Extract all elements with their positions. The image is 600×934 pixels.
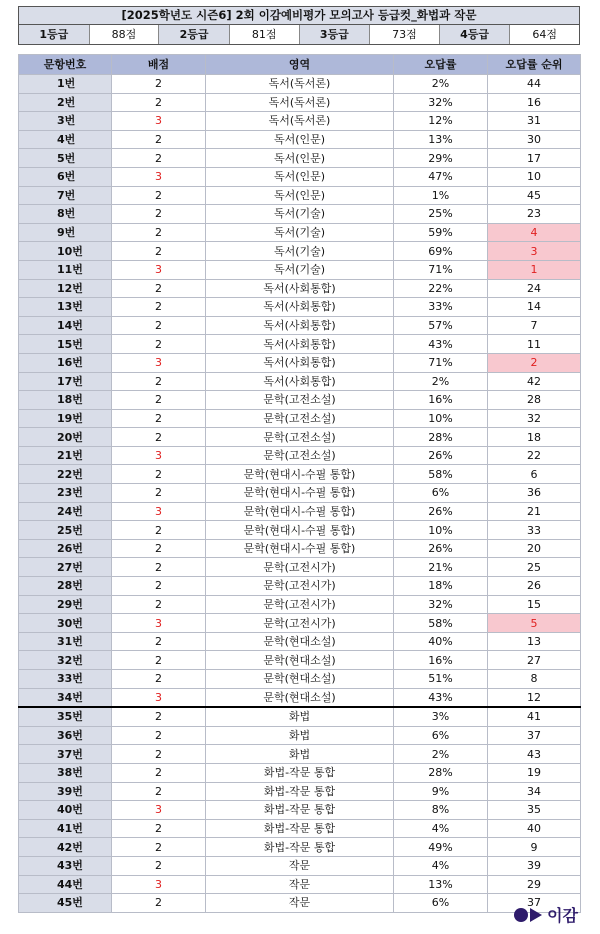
wrong-rate-cell: 6%	[394, 726, 488, 745]
wrong-rank-cell: 19	[488, 763, 581, 782]
table-row	[19, 484, 581, 503]
item-number-cell: 14번	[19, 316, 112, 335]
table-row	[19, 688, 581, 707]
score-cell: 3	[112, 688, 206, 707]
wrong-rate-cell: 16%	[394, 651, 488, 670]
score-cell: 3	[112, 446, 206, 465]
score-cell: 2	[112, 279, 206, 298]
wrong-rank-cell: 42	[488, 372, 581, 391]
item-number-cell: 24번	[19, 502, 112, 521]
wrong-rank-cell: 13	[488, 632, 581, 651]
area-cell: 문학(고전소설)	[206, 446, 394, 465]
table-row	[19, 223, 581, 242]
table-row	[19, 335, 581, 354]
table-row	[19, 372, 581, 391]
grade-value: 88점	[90, 25, 160, 44]
logo-circle-icon	[514, 908, 528, 922]
header-wrong-rank: 오답률 순위	[488, 55, 581, 75]
item-number-cell: 19번	[19, 409, 112, 428]
header-wrong-rate: 오답률	[394, 55, 488, 75]
table-row	[19, 801, 581, 820]
wrong-rate-cell: 43%	[394, 688, 488, 707]
wrong-rate-cell: 32%	[394, 595, 488, 614]
wrong-rate-cell: 49%	[394, 838, 488, 857]
score-cell: 2	[112, 372, 206, 391]
score-cell: 3	[112, 801, 206, 820]
score-cell: 2	[112, 391, 206, 410]
table-row	[19, 726, 581, 745]
table-row	[19, 446, 581, 465]
wrong-rate-cell: 22%	[394, 279, 488, 298]
wrong-rank-cell: 45	[488, 186, 581, 205]
score-cell: 2	[112, 316, 206, 335]
wrong-rank-cell: 31	[488, 112, 581, 131]
item-number-cell: 16번	[19, 353, 112, 372]
table-row	[19, 316, 581, 335]
area-cell: 화법-작문 통합	[206, 838, 394, 857]
wrong-rank-cell: 41	[488, 707, 581, 726]
wrong-rate-cell: 58%	[394, 614, 488, 633]
area-cell: 독서(기술)	[206, 223, 394, 242]
score-cell: 2	[112, 428, 206, 447]
wrong-rank-cell: 34	[488, 782, 581, 801]
area-cell: 독서(기술)	[206, 260, 394, 279]
table-row	[19, 186, 581, 205]
wrong-rank-cell: 22	[488, 446, 581, 465]
grade-label: 3등급	[300, 25, 371, 44]
area-cell: 독서(독서론)	[206, 93, 394, 112]
item-number-cell: 11번	[19, 260, 112, 279]
area-cell: 독서(사회통합)	[206, 316, 394, 335]
score-cell: 2	[112, 782, 206, 801]
score-cell: 3	[112, 260, 206, 279]
wrong-rank-cell: 44	[488, 75, 581, 94]
wrong-rank-cell: 7	[488, 316, 581, 335]
table-row	[19, 130, 581, 149]
table-row	[19, 614, 581, 633]
wrong-rate-cell: 16%	[394, 391, 488, 410]
item-number-cell: 37번	[19, 745, 112, 764]
item-table	[18, 54, 581, 913]
item-number-cell: 27번	[19, 558, 112, 577]
grade-label: 4등급	[440, 25, 511, 44]
score-cell: 3	[112, 353, 206, 372]
wrong-rate-cell: 47%	[394, 167, 488, 186]
score-cell: 2	[112, 521, 206, 540]
wrong-rank-cell: 18	[488, 428, 581, 447]
wrong-rate-cell: 2%	[394, 372, 488, 391]
wrong-rate-cell: 28%	[394, 428, 488, 447]
table-row	[19, 651, 581, 670]
wrong-rate-cell: 26%	[394, 502, 488, 521]
wrong-rate-cell: 57%	[394, 316, 488, 335]
table-row	[19, 428, 581, 447]
area-cell: 문학(현대시-수필 통합)	[206, 484, 394, 503]
area-cell: 문학(현대시-수필 통합)	[206, 465, 394, 484]
item-number-cell: 13번	[19, 298, 112, 317]
header-item-number: 문항번호	[19, 55, 112, 75]
area-cell: 화법	[206, 707, 394, 726]
score-cell: 2	[112, 93, 206, 112]
area-cell: 작문	[206, 875, 394, 894]
item-number-cell: 38번	[19, 763, 112, 782]
wrong-rank-cell: 4	[488, 223, 581, 242]
area-cell: 문학(고전소설)	[206, 428, 394, 447]
table-row	[19, 539, 581, 558]
wrong-rank-cell: 12	[488, 688, 581, 707]
wrong-rank-cell: 39	[488, 856, 581, 875]
item-number-cell: 22번	[19, 465, 112, 484]
area-cell: 독서(독서론)	[206, 75, 394, 94]
wrong-rank-cell: 28	[488, 391, 581, 410]
table-row	[19, 875, 581, 894]
area-cell: 작문	[206, 894, 394, 913]
score-cell: 2	[112, 819, 206, 838]
item-number-cell: 4번	[19, 130, 112, 149]
area-cell: 독서(인문)	[206, 130, 394, 149]
table-row	[19, 838, 581, 857]
item-number-cell: 3번	[19, 112, 112, 131]
item-number-cell: 44번	[19, 875, 112, 894]
score-cell: 3	[112, 502, 206, 521]
table-row	[19, 502, 581, 521]
item-number-cell: 28번	[19, 577, 112, 596]
wrong-rate-cell: 13%	[394, 875, 488, 894]
score-cell: 2	[112, 223, 206, 242]
table-row	[19, 632, 581, 651]
score-cell: 2	[112, 894, 206, 913]
table-row	[19, 558, 581, 577]
area-cell: 독서(사회통합)	[206, 353, 394, 372]
score-cell: 3	[112, 875, 206, 894]
wrong-rate-cell: 59%	[394, 223, 488, 242]
wrong-rank-cell: 27	[488, 651, 581, 670]
table-row	[19, 279, 581, 298]
area-cell: 작문	[206, 856, 394, 875]
score-cell: 3	[112, 614, 206, 633]
wrong-rank-cell: 11	[488, 335, 581, 354]
score-cell: 2	[112, 670, 206, 689]
wrong-rate-cell: 12%	[394, 112, 488, 131]
wrong-rank-cell: 8	[488, 670, 581, 689]
score-cell: 2	[112, 149, 206, 168]
wrong-rank-cell: 43	[488, 745, 581, 764]
wrong-rate-cell: 29%	[394, 149, 488, 168]
sheet-title: [2025학년도 시즌6] 2회 이감예비평가 모의고사 등급컷_화법과 작문	[18, 6, 580, 25]
item-number-cell: 29번	[19, 595, 112, 614]
wrong-rank-cell: 6	[488, 465, 581, 484]
wrong-rank-cell: 20	[488, 539, 581, 558]
item-number-cell: 17번	[19, 372, 112, 391]
wrong-rate-cell: 8%	[394, 801, 488, 820]
area-cell: 문학(현대소설)	[206, 688, 394, 707]
score-cell: 2	[112, 130, 206, 149]
wrong-rank-cell: 2	[488, 353, 581, 372]
area-cell: 문학(현대소설)	[206, 632, 394, 651]
area-cell: 화법-작문 통합	[206, 763, 394, 782]
table-row	[19, 205, 581, 224]
item-number-cell: 2번	[19, 93, 112, 112]
item-number-cell: 10번	[19, 242, 112, 261]
item-number-cell: 12번	[19, 279, 112, 298]
grade-label: 2등급	[159, 25, 230, 44]
area-cell: 화법-작문 통합	[206, 782, 394, 801]
score-cell: 2	[112, 539, 206, 558]
item-number-cell: 32번	[19, 651, 112, 670]
table-row	[19, 465, 581, 484]
score-cell: 2	[112, 484, 206, 503]
item-number-cell: 42번	[19, 838, 112, 857]
table-row	[19, 819, 581, 838]
score-cell: 2	[112, 651, 206, 670]
wrong-rank-cell: 17	[488, 149, 581, 168]
grade-value: 73점	[370, 25, 440, 44]
wrong-rate-cell: 2%	[394, 745, 488, 764]
item-number-cell: 34번	[19, 688, 112, 707]
score-cell: 2	[112, 595, 206, 614]
score-cell: 3	[112, 167, 206, 186]
score-cell: 2	[112, 577, 206, 596]
wrong-rank-cell: 3	[488, 242, 581, 261]
item-number-cell: 31번	[19, 632, 112, 651]
score-cell: 3	[112, 112, 206, 131]
table-row	[19, 353, 581, 372]
wrong-rate-cell: 9%	[394, 782, 488, 801]
score-cell: 2	[112, 409, 206, 428]
wrong-rank-cell: 25	[488, 558, 581, 577]
table-row	[19, 409, 581, 428]
table-row	[19, 894, 581, 913]
brand-logo	[514, 903, 578, 926]
table-row	[19, 93, 581, 112]
table-row	[19, 763, 581, 782]
item-number-cell: 6번	[19, 167, 112, 186]
score-cell: 2	[112, 856, 206, 875]
wrong-rate-cell: 10%	[394, 409, 488, 428]
area-cell: 문학(고전시가)	[206, 614, 394, 633]
area-cell: 독서(사회통합)	[206, 372, 394, 391]
area-cell: 문학(고전시가)	[206, 558, 394, 577]
wrong-rank-cell: 33	[488, 521, 581, 540]
area-cell: 독서(사회통합)	[206, 279, 394, 298]
wrong-rate-cell: 21%	[394, 558, 488, 577]
wrong-rate-cell: 71%	[394, 353, 488, 372]
grade-value: 81점	[230, 25, 300, 44]
wrong-rate-cell: 10%	[394, 521, 488, 540]
logo-triangle-icon	[530, 908, 542, 922]
header-score: 배점	[112, 55, 206, 75]
item-number-cell: 25번	[19, 521, 112, 540]
wrong-rank-cell: 29	[488, 875, 581, 894]
item-number-cell: 23번	[19, 484, 112, 503]
wrong-rate-cell: 13%	[394, 130, 488, 149]
table-header-row	[19, 55, 581, 75]
wrong-rank-cell: 1	[488, 260, 581, 279]
area-cell: 문학(현대시-수필 통합)	[206, 521, 394, 540]
score-cell: 2	[112, 707, 206, 726]
grade-label: 1등급	[19, 25, 90, 44]
item-number-cell: 15번	[19, 335, 112, 354]
wrong-rank-cell: 37	[488, 894, 581, 913]
area-cell: 화법-작문 통합	[206, 819, 394, 838]
wrong-rank-cell: 9	[488, 838, 581, 857]
wrong-rank-cell: 15	[488, 595, 581, 614]
area-cell: 독서(독서론)	[206, 112, 394, 131]
item-number-cell: 39번	[19, 782, 112, 801]
wrong-rate-cell: 40%	[394, 632, 488, 651]
item-number-cell: 40번	[19, 801, 112, 820]
wrong-rate-cell: 2%	[394, 75, 488, 94]
score-cell: 2	[112, 298, 206, 317]
wrong-rate-cell: 43%	[394, 335, 488, 354]
wrong-rank-cell: 5	[488, 614, 581, 633]
item-number-cell: 43번	[19, 856, 112, 875]
wrong-rate-cell: 33%	[394, 298, 488, 317]
score-cell: 2	[112, 465, 206, 484]
item-number-cell: 1번	[19, 75, 112, 94]
table-row	[19, 782, 581, 801]
area-cell: 독서(인문)	[206, 186, 394, 205]
score-cell: 2	[112, 242, 206, 261]
wrong-rate-cell: 26%	[394, 539, 488, 558]
table-row	[19, 260, 581, 279]
table-row	[19, 595, 581, 614]
wrong-rate-cell: 69%	[394, 242, 488, 261]
wrong-rank-cell: 10	[488, 167, 581, 186]
table-row	[19, 112, 581, 131]
area-cell: 독서(기술)	[206, 242, 394, 261]
wrong-rate-cell: 18%	[394, 577, 488, 596]
score-cell: 2	[112, 205, 206, 224]
wrong-rate-cell: 6%	[394, 894, 488, 913]
area-cell: 문학(고전소설)	[206, 391, 394, 410]
wrong-rate-cell: 28%	[394, 763, 488, 782]
wrong-rank-cell: 26	[488, 577, 581, 596]
table-row	[19, 149, 581, 168]
area-cell: 독서(기술)	[206, 205, 394, 224]
wrong-rank-cell: 37	[488, 726, 581, 745]
score-cell: 2	[112, 75, 206, 94]
item-number-cell: 18번	[19, 391, 112, 410]
wrong-rank-cell: 32	[488, 409, 581, 428]
area-cell: 문학(현대소설)	[206, 651, 394, 670]
area-cell: 독서(인문)	[206, 149, 394, 168]
score-cell: 2	[112, 335, 206, 354]
item-number-cell: 30번	[19, 614, 112, 633]
item-number-cell: 41번	[19, 819, 112, 838]
item-number-cell: 9번	[19, 223, 112, 242]
grade-cut-row	[18, 25, 580, 45]
wrong-rate-cell: 6%	[394, 484, 488, 503]
item-number-cell: 35번	[19, 707, 112, 726]
score-cell: 2	[112, 726, 206, 745]
wrong-rank-cell: 24	[488, 279, 581, 298]
table-body	[19, 75, 581, 913]
wrong-rank-cell: 21	[488, 502, 581, 521]
wrong-rate-cell: 3%	[394, 707, 488, 726]
wrong-rate-cell: 4%	[394, 819, 488, 838]
table-row	[19, 856, 581, 875]
wrong-rank-cell: 35	[488, 801, 581, 820]
score-cell: 2	[112, 745, 206, 764]
wrong-rank-cell: 16	[488, 93, 581, 112]
item-number-cell: 21번	[19, 446, 112, 465]
area-cell: 문학(고전소설)	[206, 409, 394, 428]
wrong-rate-cell: 26%	[394, 446, 488, 465]
item-number-cell: 45번	[19, 894, 112, 913]
area-cell: 문학(현대소설)	[206, 670, 394, 689]
area-cell: 독서(인문)	[206, 167, 394, 186]
area-cell: 문학(현대시-수필 통합)	[206, 539, 394, 558]
wrong-rate-cell: 1%	[394, 186, 488, 205]
area-cell: 화법-작문 통합	[206, 801, 394, 820]
item-number-cell: 20번	[19, 428, 112, 447]
table-row	[19, 167, 581, 186]
area-cell: 문학(고전시가)	[206, 595, 394, 614]
table-row	[19, 75, 581, 94]
score-cell: 2	[112, 838, 206, 857]
area-cell: 독서(사회통합)	[206, 335, 394, 354]
score-cell: 2	[112, 186, 206, 205]
header-area: 영역	[206, 55, 394, 75]
table-row	[19, 577, 581, 596]
wrong-rate-cell: 25%	[394, 205, 488, 224]
table-row	[19, 298, 581, 317]
grade-value: 64점	[510, 25, 579, 44]
wrong-rank-cell: 40	[488, 819, 581, 838]
score-sheet	[18, 6, 580, 913]
area-cell: 문학(고전시가)	[206, 577, 394, 596]
item-number-cell: 33번	[19, 670, 112, 689]
item-number-cell: 26번	[19, 539, 112, 558]
table-row	[19, 745, 581, 764]
item-number-cell: 7번	[19, 186, 112, 205]
table-row	[19, 670, 581, 689]
wrong-rate-cell: 32%	[394, 93, 488, 112]
area-cell: 화법	[206, 726, 394, 745]
score-cell: 2	[112, 558, 206, 577]
wrong-rate-cell: 4%	[394, 856, 488, 875]
wrong-rank-cell: 23	[488, 205, 581, 224]
table-row	[19, 242, 581, 261]
score-cell: 2	[112, 763, 206, 782]
table-row	[19, 391, 581, 410]
wrong-rate-cell: 58%	[394, 465, 488, 484]
score-cell: 2	[112, 632, 206, 651]
area-cell: 문학(현대시-수필 통합)	[206, 502, 394, 521]
area-cell: 독서(사회통합)	[206, 298, 394, 317]
item-number-cell: 36번	[19, 726, 112, 745]
item-number-cell: 5번	[19, 149, 112, 168]
logo-text: 이감	[547, 906, 578, 925]
wrong-rank-cell: 14	[488, 298, 581, 317]
wrong-rate-cell: 51%	[394, 670, 488, 689]
wrong-rank-cell: 36	[488, 484, 581, 503]
wrong-rate-cell: 71%	[394, 260, 488, 279]
area-cell: 화법	[206, 745, 394, 764]
wrong-rank-cell: 30	[488, 130, 581, 149]
table-row	[19, 707, 581, 726]
table-row	[19, 521, 581, 540]
item-number-cell: 8번	[19, 205, 112, 224]
